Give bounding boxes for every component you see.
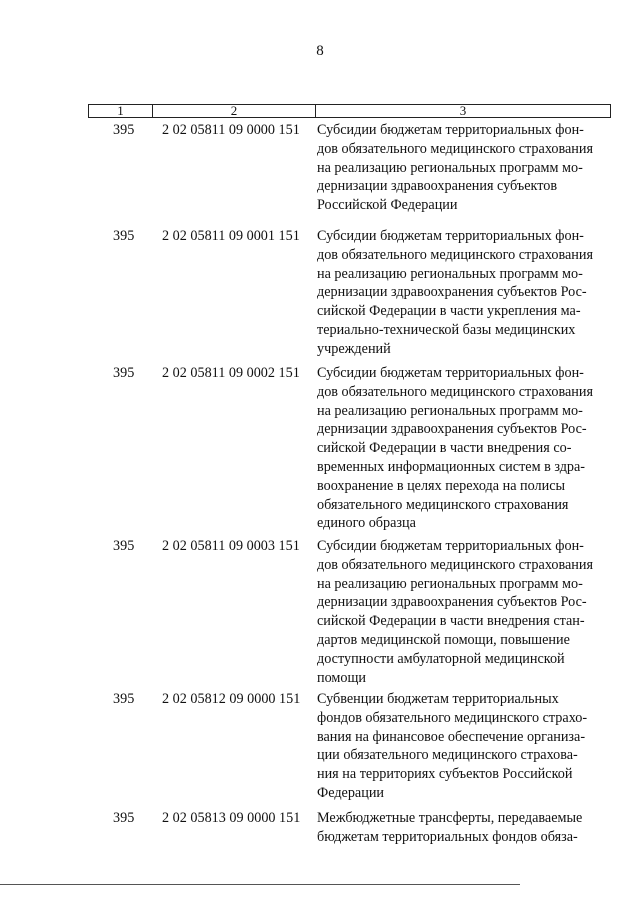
admin-code: 395 bbox=[113, 365, 135, 381]
budget-class-code: 2 02 05812 09 0000 151 bbox=[162, 691, 301, 707]
row-description: Субсидии бюджетам территориальных фон- дов обязательного медицинского страхования на реализацию региональных программ мо- дернизации здравоохранения субъектов Рос- сийской Федерации в части внедрения стан- дартов медицинской помощи, повышение доступности амбулаторной медицинской помощи bbox=[317, 538, 593, 686]
table-column-header bbox=[88, 104, 611, 118]
row-description: Межбюджетные трансферты, передаваемые бюджетам территориальных фондов обяза- bbox=[317, 810, 583, 845]
budget-class-code: 2 02 05811 09 0001 151 bbox=[162, 228, 300, 244]
page-bottom-divider bbox=[0, 884, 520, 885]
budget-class-code: 2 02 05811 09 0003 151 bbox=[162, 538, 300, 554]
admin-code: 395 bbox=[113, 691, 135, 707]
column-header-3: 3 bbox=[459, 103, 467, 118]
budget-class-code: 2 02 05811 09 0002 151 bbox=[162, 365, 300, 381]
row-description: Субсидии бюджетам территориальных фон- дов обязательного медицинского страхования на реализацию региональных программ мо- дернизации здравоохранения субъектов Рос- сийской Федерации в части укрепления ма- териально-технической базы медицинских учреждений bbox=[317, 228, 593, 357]
budget-class-code: 2 02 05813 09 0000 151 bbox=[162, 810, 301, 826]
page-number: 8 bbox=[316, 43, 324, 59]
budget-class-code: 2 02 05811 09 0000 151 bbox=[162, 122, 300, 138]
row-description: Субсидии бюджетам территориальных фон- дов обязательного медицинского страхования на реализацию региональных программ мо- дернизации здравоохранения субъектов Российской Федерации bbox=[317, 122, 593, 214]
row-description: Субвенции бюджетам территориальных фондов обязательного медицинского страхо- вания на финансовое обеспечение организа- ции обязательного медицинского страхова- ния на территориях субъектов Российской Федерации bbox=[317, 691, 588, 801]
admin-code: 395 bbox=[113, 122, 135, 138]
admin-code: 395 bbox=[113, 538, 135, 554]
column-header-2: 2 bbox=[153, 105, 316, 117]
admin-code: 395 bbox=[113, 810, 135, 826]
column-header-1: 1 bbox=[89, 105, 153, 117]
row-description: Субсидии бюджетам территориальных фон- дов обязательного медицинского страхования на реализацию региональных программ мо- дернизации здравоохранения субъектов Рос- сийской Федерации в части внедрения со- временных информационных систем в здра- воохранение в целях перехода на полисы обязательного медицинского страхования единого образца bbox=[317, 365, 593, 532]
admin-code: 395 bbox=[113, 228, 135, 244]
